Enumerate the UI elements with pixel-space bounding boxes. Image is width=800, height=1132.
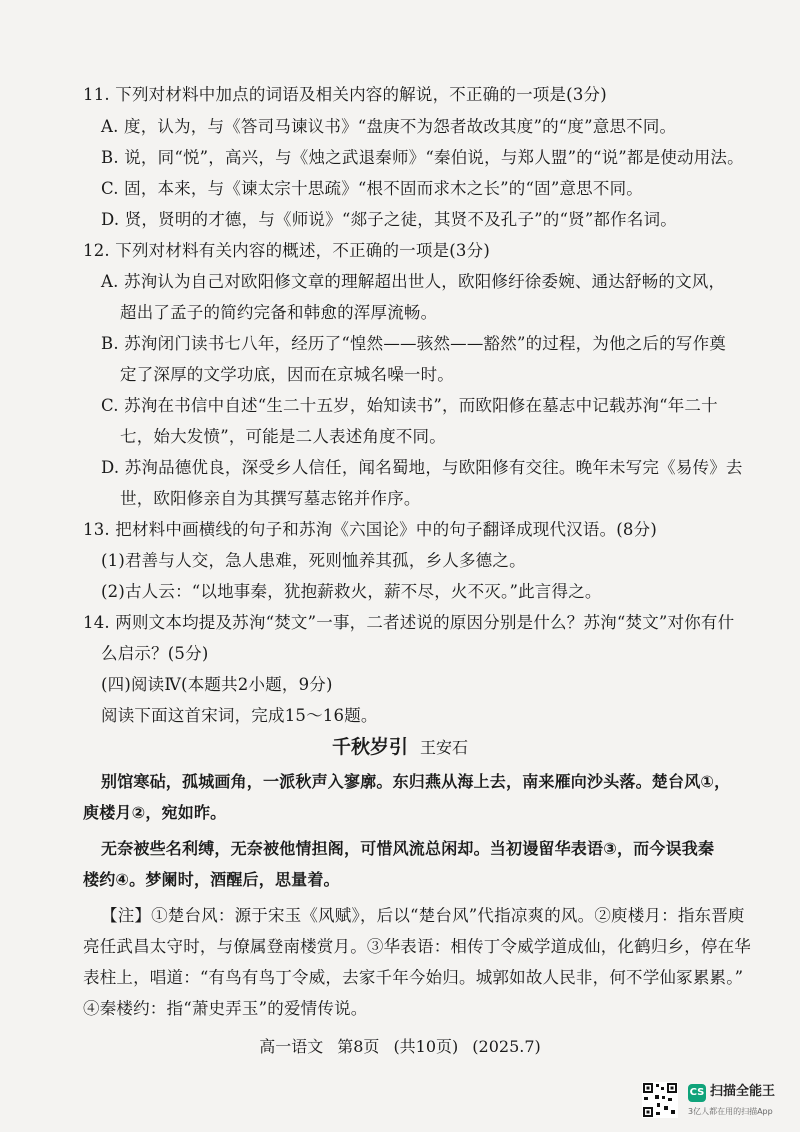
poem-title (0, 735, 800, 760)
footer-total: (共10页) (393, 1037, 459, 1056)
q12-option-b-cont: 定了深厚的文学功底，因而在京城名噪一时。 (120, 365, 454, 384)
q12-stem: 12. 下列对材料有关内容的概述，不正确的一项是(3分) (83, 241, 490, 260)
section-instruction: 阅读下面这首宋词，完成15～16题。 (101, 706, 378, 725)
qr-code-icon (642, 1082, 678, 1118)
q12-option-c-cont: 七，始大发愤”，可能是二人表述角度不同。 (120, 427, 446, 446)
q13-stem: 13. 把材料中画横线的句子和苏洵《六国论》中的句子翻译成现代汉语。(8分) (83, 520, 657, 539)
note-line-3: 表柱上，唱道：“有鸟有鸟丁令威，去家千年今始归。城郭如故人民非，何不学仙冢累累。” (83, 968, 744, 987)
q11-option-a: A. 度，认为，与《答司马谏议书》“盘庚不为怨者故改其度”的“度”意思不同。 (101, 117, 677, 136)
poem-title-text: 千秋岁引 (331, 736, 408, 758)
q12-option-b: B. 苏洵闭门读书七八年，经历了“惶然——骇然——豁然”的过程，为他之后的写作奠 (101, 334, 726, 353)
q12-option-a: A. 苏洵认为自己对欧阳修文章的理解超出世人，欧阳修纡徐委婉、通达舒畅的文风， (101, 272, 726, 291)
poem-line-4: 楼约④。梦阑时，酒醒后，思量着。 (83, 870, 340, 889)
q14-stem-cont: 么启示？(5分) (101, 644, 209, 663)
q12-option-d-cont: 世，欧阳修亲自为其撰写墓志铭并作序。 (120, 489, 421, 508)
poem-line-2: 庾楼月②，宛如昨。 (83, 803, 227, 822)
footer-subject: 高一语文 (259, 1037, 324, 1056)
note-line-1: 【注】①楚台风：源于宋玉《风赋》，后以“楚台风”代指凉爽的风。②庾楼月：指东晋庾 (101, 906, 745, 925)
poem-author: 王安石 (420, 738, 469, 757)
q11-option-d: D. 贤，贤明的才德，与《师说》“郯子之徒，其贤不及孔子”的“贤”都作名词。 (101, 210, 677, 229)
q14-stem: 14. 两则文本均提及苏洵“焚文”一事，二者述说的原因分别是什么？苏洵“焚文”对你有什 (83, 613, 735, 632)
poem-line-3: 无奈被些名利缚，无奈被他情担阁，可惜风流总闲却。当初谩留华表语③，而今误我秦 (101, 839, 715, 858)
section-heading: (四)阅读Ⅳ(本题共2小题，9分) (101, 675, 333, 694)
cs-logo-icon: CS (688, 1084, 706, 1102)
q11-stem: 11. 下列对材料中加点的词语及相关内容的解说，不正确的一项是(3分) (83, 85, 607, 104)
q12-option-d: D. 苏洵品德优良，深受乡人信任，闻名蜀地，与欧阳修有交往。晚年未写完《易传》去 (101, 458, 743, 477)
q13-sentence-1: (1)君善与人交，急人患难，死则恤养其孤，乡人多德之。 (101, 551, 526, 570)
q12-option-a-cont: 超出了孟子的简约完备和韩愈的浑厚流畅。 (120, 303, 438, 322)
q13-sentence-2: (2)古人云：“以地事秦，犹抱薪救火，薪不尽，火不灭。”此言得之。 (101, 582, 602, 601)
poem-line-1: 别馆寒砧，孤城画角，一派秋声入寥廓。东归燕从海上去，南来雁向沙头落。楚台风①， (101, 772, 731, 791)
q11-option-b: B. 说，同“悦”，高兴，与《烛之武退秦师》“秦伯说，与郑人盟”的“说”都是使动用法。 (101, 148, 744, 167)
footer-date: (2025.7) (472, 1037, 541, 1056)
scanner-brand: 扫描全能王 (710, 1084, 776, 1099)
note-line-4: ④秦楼约：指“萧史弄玉”的爱情传说。 (83, 999, 368, 1018)
footer-page: 第8页 (337, 1037, 380, 1056)
q11-option-c: C. 固，本来，与《谏太宗十思疏》“根不固而求木之长”的“固”意思不同。 (101, 179, 643, 198)
q12-option-c: C. 苏洵在书信中自述“生二十五岁，始知读书”，而欧阳修在墓志中记载苏洵“年二十 (101, 396, 718, 415)
note-line-2: 亮任武昌太守时，与僚属登南楼赏月。③华表语：相传丁令威学道成仙，化鹤归乡，停在华 (83, 937, 751, 956)
page-footer (0, 1034, 800, 1057)
scanner-tagline: 3亿人都在用的扫描App (688, 1107, 773, 1116)
